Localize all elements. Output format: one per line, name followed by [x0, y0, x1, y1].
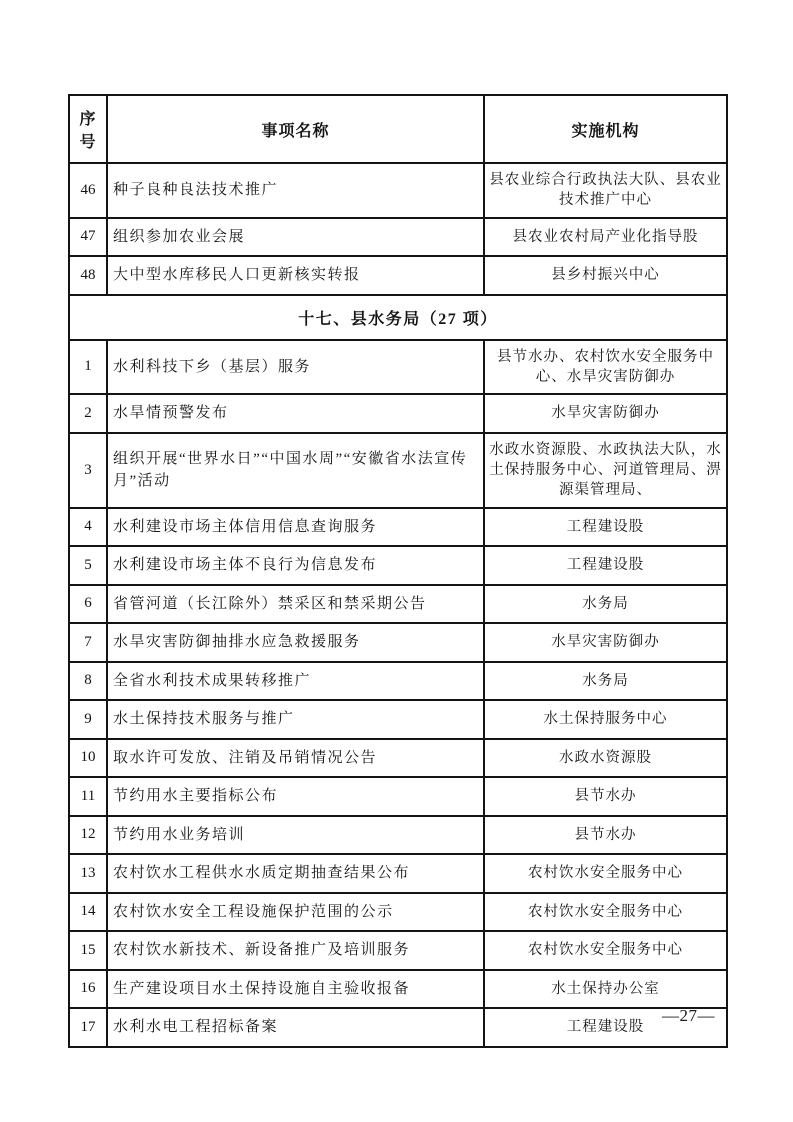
cell-serial-number: 10 [69, 739, 107, 778]
cell-agency: 县节水办 [484, 816, 727, 855]
table-body [69, 163, 727, 1047]
section-title: 十七、县水务局（27 项） [69, 295, 727, 340]
table-row [69, 970, 727, 1009]
cell-agency: 农村饮水安全服务中心 [484, 854, 727, 893]
cell-item-name: 农村饮水安全工程设施保护范围的公示 [107, 893, 484, 932]
cell-item-name: 节约用水业务培训 [107, 816, 484, 855]
table-row [69, 546, 727, 585]
cell-agency: 水政水资源股 [484, 739, 727, 778]
cell-agency: 水土保持服务中心 [484, 700, 727, 739]
cell-item-name: 水旱情预警发布 [107, 394, 484, 433]
cell-serial-number: 13 [69, 854, 107, 893]
table-row [69, 816, 727, 855]
cell-serial-number: 7 [69, 623, 107, 662]
table-row [69, 931, 727, 970]
cell-serial-number: 14 [69, 893, 107, 932]
cell-serial-number: 8 [69, 662, 107, 701]
table-row [69, 394, 727, 433]
cell-item-name: 节约用水主要指标公布 [107, 777, 484, 816]
cell-item-name: 水旱灾害防御抽排水应急救援服务 [107, 623, 484, 662]
cell-agency: 县节水办、农村饮水安全服务中心、水旱灾害防御办 [484, 340, 727, 395]
cell-agency: 水政水资源股、水政执法大队，水土保持服务中心、河道管理局、淠源渠管理局、 [484, 433, 727, 508]
table-row [69, 508, 727, 547]
cell-serial-number: 3 [69, 433, 107, 508]
cell-item-name: 大中型水库移民人口更新核实转报 [107, 256, 484, 295]
cell-agency: 工程建设股 [484, 546, 727, 585]
cell-serial-number: 16 [69, 970, 107, 1009]
cell-agency: 工程建设股 [484, 1008, 727, 1047]
column-header-agency: 实施机构 [484, 95, 727, 163]
cell-agency: 水土保持办公室 [484, 970, 727, 1009]
cell-item-name: 水利科技下乡（基层）服务 [107, 340, 484, 395]
table-row [69, 218, 727, 257]
table-row [69, 739, 727, 778]
cell-item-name: 取水许可发放、注销及吊销情况公告 [107, 739, 484, 778]
cell-serial-number: 6 [69, 585, 107, 624]
cell-item-name: 组织参加农业会展 [107, 218, 484, 257]
table-row [69, 340, 727, 395]
table-row [69, 893, 727, 932]
table-row [69, 777, 727, 816]
cell-agency: 县节水办 [484, 777, 727, 816]
cell-item-name: 水利建设市场主体信用信息查询服务 [107, 508, 484, 547]
cell-item-name: 水土保持技术服务与推广 [107, 700, 484, 739]
cell-serial-number: 17 [69, 1008, 107, 1047]
cell-serial-number: 47 [69, 218, 107, 257]
cell-agency: 县乡村振兴中心 [484, 256, 727, 295]
section-header-row [69, 295, 727, 340]
cell-item-name: 省管河道（长江除外）禁采区和禁采期公告 [107, 585, 484, 624]
cell-item-name: 水利水电工程招标备案 [107, 1008, 484, 1047]
cell-item-name: 组织开展“世界水日”“中国水周”“安徽省水法宣传月”活动 [107, 433, 484, 508]
cell-agency: 水旱灾害防御办 [484, 394, 727, 433]
cell-serial-number: 11 [69, 777, 107, 816]
cell-serial-number: 5 [69, 546, 107, 585]
page-number: —27— [662, 1006, 715, 1025]
table-row [69, 662, 727, 701]
cell-item-name: 农村饮水新技术、新设备推广及培训服务 [107, 931, 484, 970]
services-table [68, 94, 728, 1048]
cell-serial-number: 9 [69, 700, 107, 739]
cell-item-name: 生产建设项目水土保持设施自主验收报备 [107, 970, 484, 1009]
table-row [69, 854, 727, 893]
table-row [69, 585, 727, 624]
cell-item-name: 种子良种良法技术推广 [107, 163, 484, 218]
cell-agency: 水务局 [484, 585, 727, 624]
cell-agency: 水务局 [484, 662, 727, 701]
cell-serial-number: 12 [69, 816, 107, 855]
cell-serial-number: 15 [69, 931, 107, 970]
table-header [69, 95, 727, 163]
cell-agency: 工程建设股 [484, 508, 727, 547]
cell-item-name: 农村饮水工程供水水质定期抽查结果公布 [107, 854, 484, 893]
cell-serial-number: 2 [69, 394, 107, 433]
table-row [69, 1008, 727, 1047]
column-header-no: 序号 [69, 95, 107, 163]
cell-serial-number: 48 [69, 256, 107, 295]
cell-agency: 水旱灾害防御办 [484, 623, 727, 662]
cell-agency: 农村饮水安全服务中心 [484, 931, 727, 970]
header-row [69, 95, 727, 163]
cell-serial-number: 1 [69, 340, 107, 395]
table-row [69, 163, 727, 218]
cell-agency: 县农业综合行政执法大队、县农业技术推广中心 [484, 163, 727, 218]
cell-serial-number: 46 [69, 163, 107, 218]
table-row [69, 700, 727, 739]
column-header-item-name: 事项名称 [107, 95, 484, 163]
table-row [69, 256, 727, 295]
table-row [69, 623, 727, 662]
cell-item-name: 水利建设市场主体不良行为信息发布 [107, 546, 484, 585]
cell-agency: 县农业农村局产业化指导股 [484, 218, 727, 257]
cell-serial-number: 4 [69, 508, 107, 547]
table-row [69, 433, 727, 508]
cell-agency: 农村饮水安全服务中心 [484, 893, 727, 932]
cell-item-name: 全省水利技术成果转移推广 [107, 662, 484, 701]
